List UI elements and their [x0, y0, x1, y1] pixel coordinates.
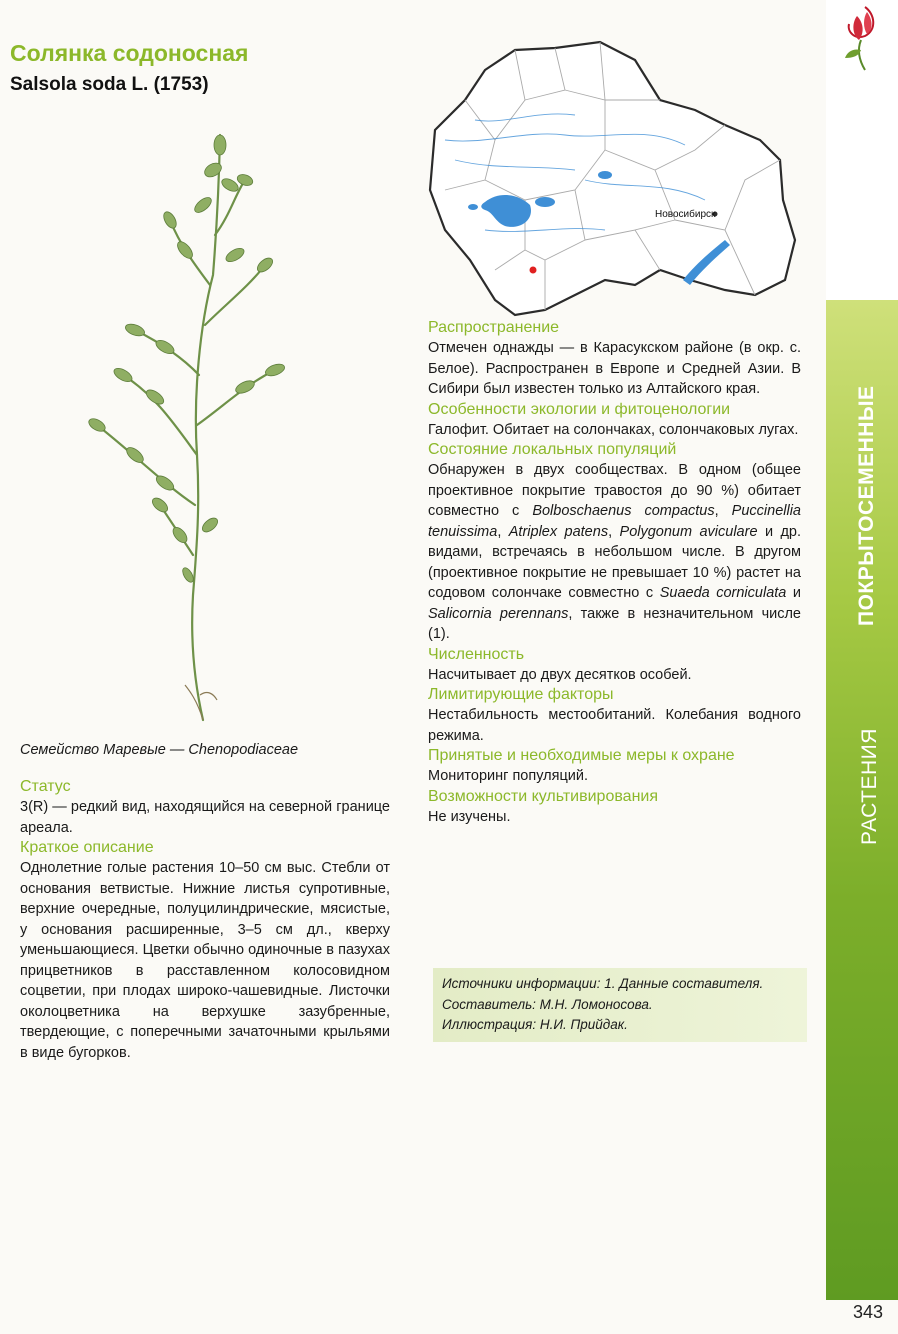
status-heading: Статус	[20, 778, 71, 795]
section-label-plants: РАСТЕНИЯ	[858, 728, 881, 845]
page-number: 343	[853, 1302, 884, 1322]
description-text: Однолетние голые растения 10–50 см выс. Стебли от основания ветвистые. Нижние листья супротивные, верхние очередные, полуцилиндрические, мясистые, у основания расширенные, 3–5 см дл., кверху уменьшающиеся. Цветки обычно одиночные в пазухах прицветников в расставленном колосовидном соцветии, при плодах широко-чашевидные. Листочки околоцветника на верхушке зазубренные, твердеющие, с поперечными зачаточными крыльями в виде бугорков.	[20, 860, 390, 1061]
measures-heading: Принятые и необходимые меры к охране	[428, 747, 735, 764]
ecology-heading: Особенности экологии и фитоценологии	[428, 400, 731, 418]
city-label: Новосибирск	[655, 209, 716, 220]
status-text: 3(R) — редкий вид, находящийся на северной границе ареала.	[20, 799, 390, 836]
species-title-russian: Солянка содоносная	[10, 40, 249, 66]
distribution-heading: Распространение	[428, 319, 560, 336]
abundance-text: Насчитывает до двух десятков особей.	[428, 666, 692, 683]
left-column	[20, 777, 390, 1063]
description-heading: Краткое описание	[20, 839, 154, 856]
cultivation-text: Не изучены.	[428, 808, 511, 825]
occurrence-point	[530, 267, 537, 274]
measures-text: Мониторинг популяций.	[428, 768, 588, 784]
sources-box	[433, 968, 807, 1042]
species-title-latin: Salsola soda L. (1753)	[10, 74, 209, 95]
cultivation-heading: Возможности культивирования	[428, 787, 658, 805]
region-outline	[430, 42, 795, 315]
section-label-angiosperms: ПОКРЫТОСЕМЕННЫЕ	[855, 385, 878, 626]
distribution-map	[425, 30, 805, 320]
illustration-line: Иллюстрация: Н.И. Прийдак.	[442, 1017, 628, 1032]
limiting-heading: Лимитирующие факторы	[428, 686, 614, 703]
ecology-text: Галофит. Обитает на солончаках, солончаковых лугах.	[428, 421, 799, 438]
family-line: Семейство Маревые — Chenopodiaceae	[20, 742, 299, 758]
flower-logo-icon	[835, 2, 885, 72]
populations-text: Обнаружен в двух сообществах. В одном (общее проективное покрытие травостоя до 90 %) обитает совместно с Bolboschaenus compactus, Puccinellia tenuissima, Atriplex patens, Polygonum aviculare и др. видами, встречаясь в небольшом числе. В другом (проективное покрытие не превышает 10 %) растет на содовом солончаке совместно с Suaeda corniculata и Salicornia perennans, также в незначительном числе (1).	[428, 462, 802, 642]
distribution-text: Отмечен однажды — в Карасукском районе (в окр. с. Белое). Распространен в Европе и Средней Азии. В Сибири был известен только из Алтайского края.	[428, 340, 801, 397]
right-column	[428, 318, 801, 827]
plant-illustration	[85, 125, 305, 725]
abundance-heading: Численность	[428, 645, 525, 663]
populations-heading: Состояние локальных популяций	[428, 441, 677, 458]
author-line: Составитель: М.Н. Ломоносова.	[442, 996, 653, 1012]
sources-line: Источники информации: 1. Данные составителя.	[442, 976, 764, 991]
limiting-text: Нестабильность местообитаний. Колебания водного режима.	[428, 707, 801, 744]
